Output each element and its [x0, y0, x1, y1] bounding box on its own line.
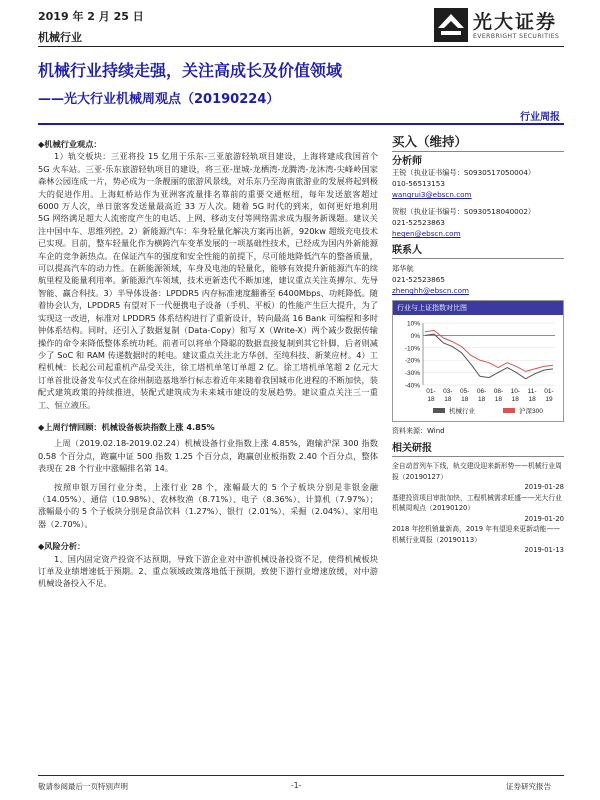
- related-divider: [392, 456, 564, 457]
- contact-email[interactable]: zhenghh@ebscn.com: [392, 286, 470, 295]
- x-tick-label-year: 18: [477, 396, 486, 403]
- section-industry-view-text: 1）轨交板块：三亚将投 15 亿用于乐东-三亚旅游轻轨项目建设，上海将建成我国首个 5G 火车站。三亚-乐东旅游轻轨项目的建设，将三亚-崖城-龙栖湾-龙腾湾-龙沐湾-尖峰岭国家森林公园连成一片，势必成为一条靓丽的旅游风景线，对乐东乃至海南旅游业的发展将起到极大的促进作用。上海虹桥站作为亚洲客流量排名靠前的重要交通枢纽，每年发送旅客超过 6000 万人次，单日旅客发送量最高近 33 万人次。随着 5G 时代的到来，如何更好地利用 5G 网络满足超大人流密度产生的电话、上网、移动支付等网络需求成为服务新课题。建议关注中国中车、思维列控。2）新能源汽车：车身轻量化解决方案再出新，920kw 超级充电技术已实现。目前，整车轻量化作为横跨汽车变革发展的一项基础性技术，已经成为国内外新能源车企的竞争新热点。在保证汽车的强度和安全性能的前提下，尽可能地降低汽车的整备质量，可以提高汽车的动力性。在新能源领域，车身及电池的轻量化，能够有效提升新能源汽车的续航里程及能量利用率。新能源汽车领域，技术更新迭代不断加速，建议重点关注英搏尔、先导智能、赢合科技。3）半导体设备：LPDDR5 内存标准速度翻番至 6400Mbps、功耗降低。随着协会认为，LPDDR5 有望对下一代便携电子设备（手机、平板）的性能产生巨大提升，为了实现这一改进，标准对 LPDDR5 体系结构进行了重新设计，转向最高 16 Bank 可编程和多时钟体系结构。同时，还引入了数据复制（Data-Copy）和写 X（Write-X）两个减少数据传输操作的命令来降低整体系统功耗。前者可以将单个降聪的数据直接复制到其它针脚，后者则减少了 SoC 和 RAM 传递数据时的耗电。建议重点关注北方华创、至纯科技、新莱应材。4）工程机械：长起公司起重机产品受关注，徐工塔机单笔订单超 2 亿。徐工塔机单笔超 2 亿元大订单首批设备发车仪式在徐州制造基地举行标志着近年来随着我国城市化进程的不断加快，装配式建筑政策的持续推进，装配式建筑成为未来城市建设的发展趋势。建议重点关注三一重工、恒立液压。: [38, 151, 378, 410]
- analyst-2-phone: 021-52523863: [392, 218, 445, 227]
- x-tick-label-year: 19: [545, 396, 553, 403]
- y-tick-label: -10%: [404, 345, 420, 353]
- analyst-label: 分析师: [392, 156, 422, 167]
- related-reports-title: 相关研报: [392, 443, 432, 454]
- contact-phone: 021-52523865: [392, 275, 445, 284]
- series-line: [425, 334, 553, 379]
- section-risk-text: 1、国内固定资产投资不达预期，导致下游企业对中游机械设备投资不足，使得机械板块订单及业绩增速低于预期。2、重点领域政策落地低于预期，致使下游行业增速放缓，对中游机械设备投入不足。: [38, 553, 378, 589]
- related-item-text: 2018 年挖机销量新高，2019 年有望迎来更新动能——机械行业周报（20190113）: [392, 525, 561, 544]
- section-risk-title: ◆风险分析：: [38, 541, 86, 552]
- contact-name: 郑华航: [392, 264, 414, 273]
- analyst-1: [392, 167, 564, 200]
- section-market-review-title: ◆上周行情回顾：机械设备板块指数上涨 4.85%: [38, 421, 215, 432]
- related-item[interactable]: [392, 493, 564, 525]
- x-tick-label-year: 18: [427, 396, 435, 403]
- sidebar: [392, 136, 564, 556]
- page-number: -1-: [291, 781, 302, 790]
- y-tick-label: -30%: [404, 370, 420, 378]
- sector-label: 机械行业: [38, 31, 82, 44]
- contact-divider: [392, 258, 564, 259]
- related-item-date: 2019-01-20: [524, 514, 564, 523]
- x-tick-label: 05-: [460, 388, 470, 395]
- related-item-date: 2019-01-28: [524, 483, 564, 491]
- analyst-1-name: 王锐（执业证书编号：S0930517050004）: [392, 168, 536, 177]
- main-content: [38, 136, 378, 590]
- x-tick-label-year: 18: [528, 396, 536, 403]
- x-tick-label: 10-: [510, 388, 520, 395]
- sidebar-divider: [392, 151, 564, 152]
- page-title: 机械行业持续走强，关注高成长及价值领域: [38, 61, 343, 80]
- logo-text-en: EVERBRIGHT SECURITIES: [473, 33, 560, 40]
- analyst-1-email[interactable]: wangrui3@ebscn.com: [392, 190, 472, 199]
- legend-label: 沪深300: [519, 408, 543, 415]
- legend-swatch: [433, 408, 445, 413]
- x-tick-label: 03-: [443, 388, 453, 395]
- report-type: 行业周报: [520, 112, 560, 123]
- company-logo: [432, 6, 564, 44]
- x-tick-label: 11-: [527, 388, 537, 395]
- related-item[interactable]: [392, 524, 564, 556]
- logo-mark-icon: [432, 6, 470, 44]
- y-tick-label: -20%: [404, 357, 420, 365]
- title-divider: [38, 123, 564, 125]
- analyst-2: [392, 206, 564, 239]
- footer-divider: [38, 775, 564, 776]
- x-tick-label-year: 18: [511, 396, 519, 403]
- footer-disclaimer: 敬请参阅最后一页特别声明: [38, 782, 128, 791]
- chart-source: 资料来源：Wind: [392, 427, 445, 435]
- logo-text-cn: 光大证券: [473, 11, 558, 33]
- report-date: 2019 年 2 月 25 日: [38, 10, 144, 23]
- legend-label: 机械行业: [449, 408, 475, 415]
- footer-report-label: 证券研究报告: [506, 782, 551, 791]
- related-item-date: 2019-01-13: [524, 546, 564, 554]
- x-tick-label-year: 18: [444, 396, 452, 403]
- x-tick-label: 01-: [544, 388, 554, 395]
- chart-container: [392, 300, 564, 422]
- rating: 买入（维持）: [392, 134, 468, 149]
- analyst-2-name: 贺根（执业证书编号：S0930518040002）: [392, 207, 536, 216]
- x-tick-label: 08-: [493, 388, 504, 395]
- series-line: [425, 330, 553, 371]
- related-item-text: 全自动首列车下线，轨交建设迎来新形势——机械行业周报（20190127）: [392, 462, 562, 481]
- chart-title: 行业与上证指数对比图: [393, 301, 563, 315]
- legend-swatch: [503, 408, 515, 413]
- analyst-2-email[interactable]: hegen@ebscn.com: [392, 229, 461, 238]
- page-subtitle: ——光大行业机械周观点（20190224）: [38, 92, 280, 107]
- related-item-text: 基建投资项目审批加快，工程机械需求旺盛——光大行业机械周观点（20190120）: [392, 493, 562, 512]
- y-tick-label: 10%: [406, 320, 420, 328]
- y-tick-label: -40%: [404, 382, 420, 390]
- section-industry-view-title: ◆机械行业观点：: [38, 139, 102, 149]
- analyst-1-phone: 010-56513153: [392, 179, 445, 188]
- x-tick-label-year: 18: [494, 396, 503, 403]
- y-tick-label: 0%: [410, 332, 420, 340]
- section-market-review-p2: 按照申银万国行业分类，上涨行业 28 个，涨幅最大的 5 个子板块分别是非银金融（14.05%）、通信（10.98%）、农林牧渔（8.71%）、电子（8.36%）、计算机（7.97%）；涨幅最小的 5 个子板块分别是食品饮料（1.27%）、银行（2.01%）、采掘（2.04%）、家用电器（2.70%）。: [38, 481, 378, 529]
- x-tick-label: 01-: [426, 388, 436, 395]
- related-item[interactable]: [392, 461, 564, 493]
- section-market-review-p1: 上周（2019.02.18-2019.02.24）机械设备行业指数上涨 4.85%，跑输沪深 300 指数 0.58 个百分点，跑赢中证 500 指数 1.25 个百分点，跑赢创业板指数 2.40 个百分点，整体表现在 28 个行业中涨幅排名第 14。: [38, 438, 378, 474]
- header-divider: [38, 46, 564, 47]
- line-chart: [393, 315, 563, 421]
- x-tick-label: 06-: [476, 388, 487, 395]
- contact-label: 联系人: [392, 245, 422, 256]
- x-tick-label-year: 18: [461, 396, 469, 403]
